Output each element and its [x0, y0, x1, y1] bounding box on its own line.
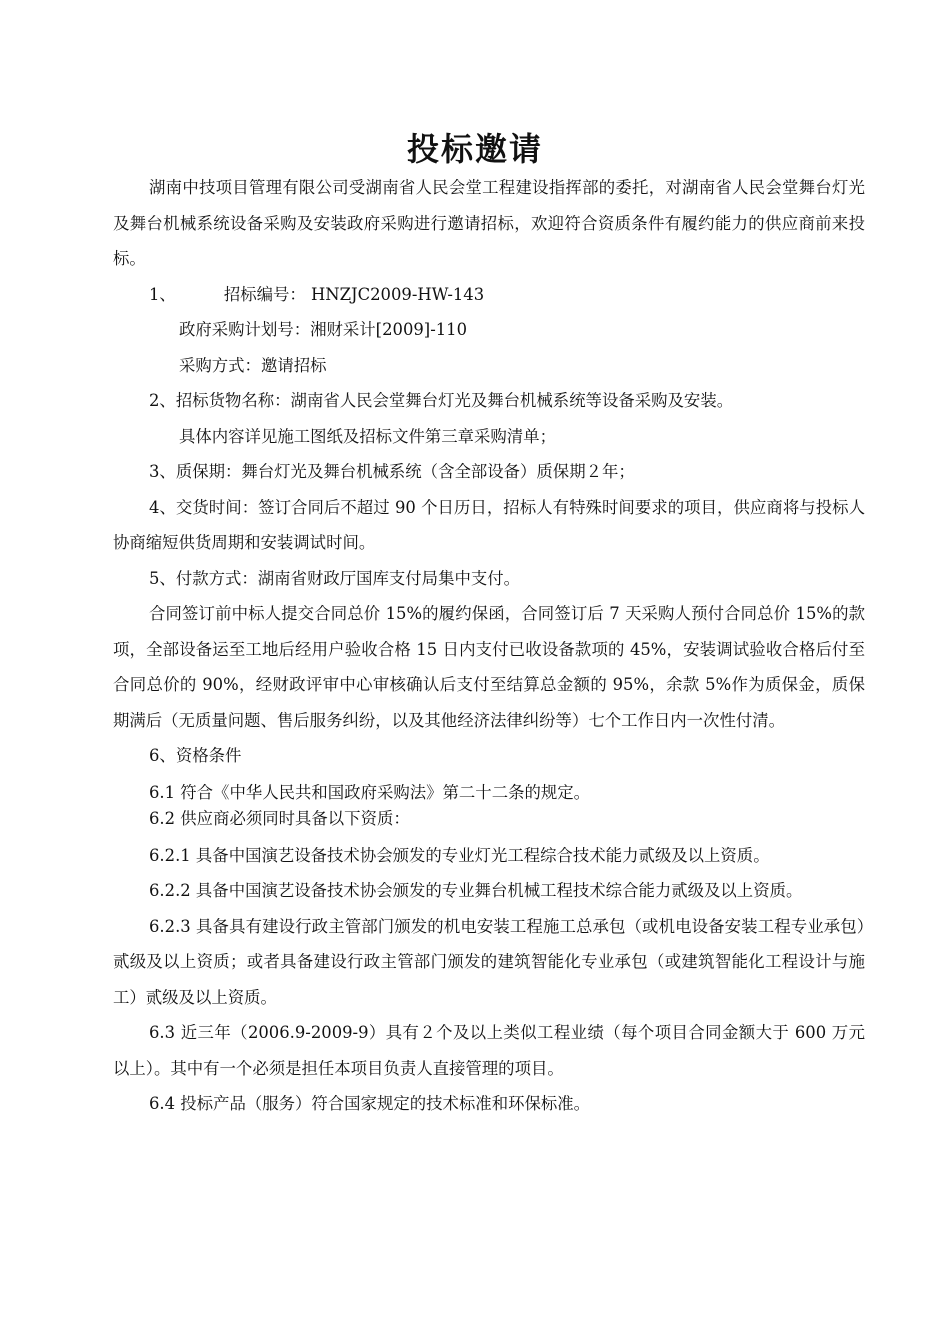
procurement-method: 采购方式：邀请招标 [179, 355, 327, 375]
qualification-6-2-1: 6.2.1 具备中国演艺设备技术协会颁发的专业灯光工程综合技术能力贰级及以上资质。 [149, 845, 770, 865]
document-title: 投标邀请 [406, 130, 543, 168]
qualification-6-2-2: 6.2.2 具备中国演艺设备技术协会颁发的专业舞台机械工程技术综合能力贰级及以上资质。 [149, 881, 803, 900]
procurement-plan-number: 政府采购计划号：湘财采计[2009]-110 [179, 320, 468, 339]
item-1-number: 1、 [149, 284, 176, 304]
item-4-delivery: 4、交货时间：签订合同后不超过 90 个日历日，招标人有特殊时间要求的项目，供应商将与投标人协商缩短供货周期和安装调试时间。 [113, 497, 865, 552]
item-5-payment-detail: 合同签订前中标人提交合同总价 15%的履约保函，合同签订后 7 天采购人预付合同总价 15%的款项，全部设备运至工地后经用户验收合格 15 日内支付已收设备款项的 45%，安装调试验收合格后付至合同总价的 90%，经财政评审中心审核确认后支付至结算总金额的 95%，余款 5%作为质保金，质保期满后（无质量问题、售后服务纠纷，以及其他经济法律纠纷等）七个工作日内一次性付清。 [113, 604, 865, 730]
qualification-6-3: 6.3 近三年（2006.9-2009-9）具有２个及以上类似工程业绩（每个项目合同金额大于 600 万元以上）。其中有一个必须是担任本项目负责人直接管理的项目。 [113, 1023, 865, 1078]
document-body [113, 170, 865, 1122]
qualification-6-1: 6.1 符合《中华人民共和国政府采购法》第二十二条的规定。 [149, 782, 591, 802]
tender-number: 招标编号： HNZJC2009-HW-143 [223, 284, 485, 304]
item-2-goods-name: 2、招标货物名称：湖南省人民会堂舞台灯光及舞台机械系统等设备采购及安装。 [149, 391, 734, 410]
qualification-6-4: 6.4 投标产品（服务）符合国家规定的技术标准和环保标准。 [149, 1094, 591, 1113]
item-6-heading: 6、资格条件 [149, 746, 242, 765]
item-3-warranty: 3、质保期：舞台灯光及舞台机械系统（含全部设备）质保期２年； [149, 462, 635, 481]
intro-paragraph: 湖南中技项目管理有限公司受湖南省人民会堂工程建设指挥部的委托，对湖南省人民会堂舞台灯光及舞台机械系统设备采购及安装政府采购进行邀请招标，欢迎符合资质条件有履约能力的供应商前来投标。 [113, 178, 865, 268]
item-5-payment: 5、付款方式：湖南省财政厅国库支付局集中支付。 [149, 568, 521, 588]
item-2-details: 具体内容详见施工图纸及招标文件第三章采购清单； [179, 426, 556, 446]
qualification-6-2-3: 6.2.3 具备具有建设行政主管部门颁发的机电安装工程施工总承包（或机电设备安装工程专业承包）贰级及以上资质；或者具备建设行政主管部门颁发的建筑智能化专业承包（或建筑智能化工程设计与施工）贰级及以上资质。 [113, 916, 865, 1007]
item-1-tender-number [113, 277, 865, 313]
qualification-6-2: 6.2 供应商必须同时具备以下资质： [149, 808, 410, 828]
